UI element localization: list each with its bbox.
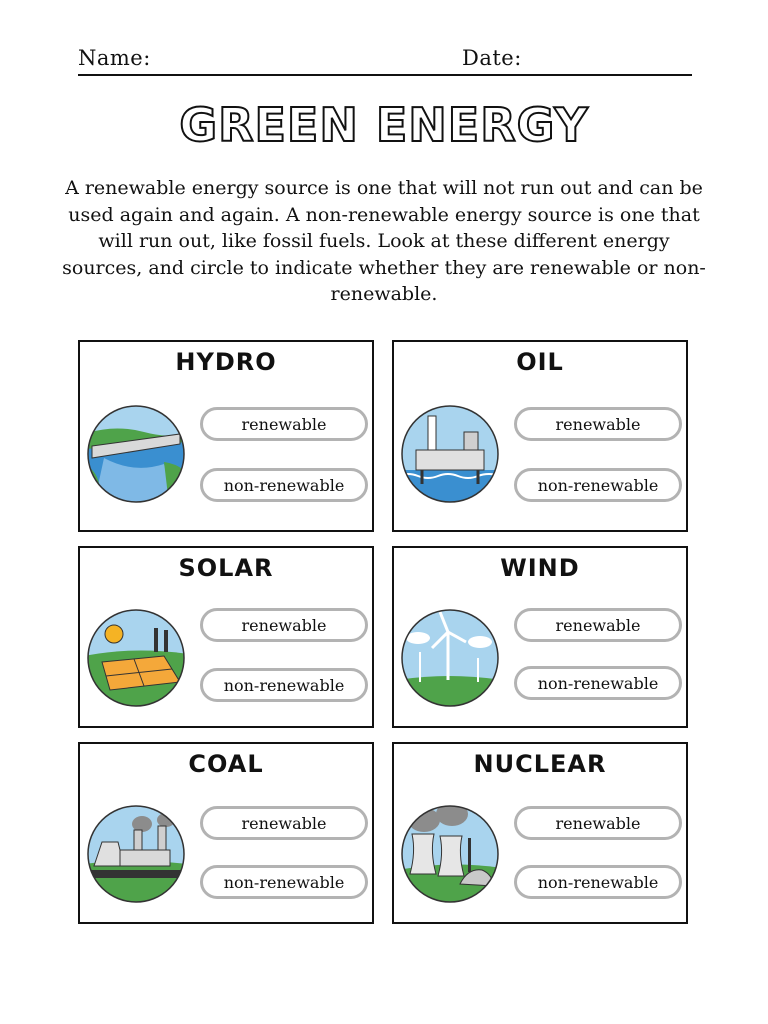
card-title: OIL <box>516 348 564 376</box>
non-renewable-option[interactable]: non-renewable <box>514 865 682 899</box>
card-oil <box>392 340 688 532</box>
card-title: COAL <box>188 750 264 778</box>
card-title: HYDRO <box>175 348 277 376</box>
non-renewable-option[interactable]: non-renewable <box>514 468 682 502</box>
non-renewable-option[interactable]: non-renewable <box>514 666 682 700</box>
card-title: WIND <box>500 554 580 582</box>
name-label: Name: <box>78 46 151 70</box>
oil-rig-icon <box>398 404 502 504</box>
non-renewable-option[interactable]: non-renewable <box>200 668 368 702</box>
renewable-option[interactable]: renewable <box>200 608 368 642</box>
card-nuclear <box>392 742 688 924</box>
card-hydro <box>78 340 374 532</box>
wind-turbine-icon <box>398 608 502 708</box>
renewable-option[interactable]: renewable <box>514 806 682 840</box>
intro-paragraph: A renewable energy source is one that will not run out and can be used again and again. A non-renewable energy source is one that will run out, like fossil fuels. Look at these different energy sources, and circle to indicate whether they are renewable or non-renewable. <box>62 177 706 305</box>
header-line <box>78 46 692 76</box>
coal-plant-icon <box>84 804 188 904</box>
renewable-option[interactable]: renewable <box>200 806 368 840</box>
card-wind <box>392 546 688 728</box>
non-renewable-option[interactable]: non-renewable <box>200 468 368 502</box>
renewable-option[interactable]: renewable <box>200 407 368 441</box>
card-title: NUCLEAR <box>473 750 607 778</box>
solar-panel-icon <box>84 608 188 708</box>
card-solar <box>78 546 374 728</box>
renewable-option[interactable]: renewable <box>514 608 682 642</box>
page-title: GREEN ENERGY <box>179 98 589 152</box>
date-label: Date: <box>462 46 522 70</box>
non-renewable-option[interactable]: non-renewable <box>200 865 368 899</box>
hydro-dam-icon <box>84 404 188 504</box>
card-title: SOLAR <box>178 554 274 582</box>
nuclear-plant-icon <box>398 804 502 904</box>
card-coal <box>78 742 374 924</box>
renewable-option[interactable]: renewable <box>514 407 682 441</box>
